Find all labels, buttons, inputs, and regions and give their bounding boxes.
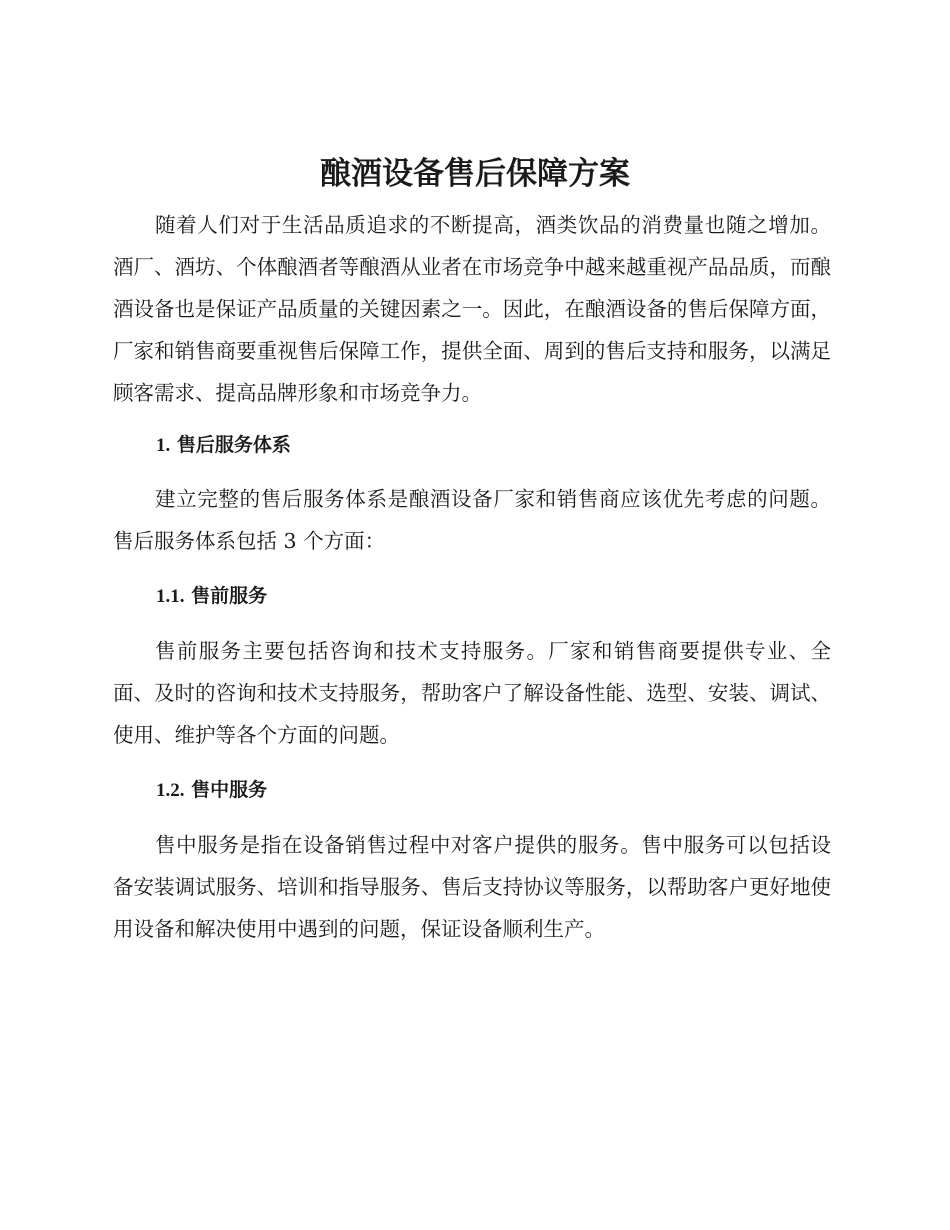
intro-paragraph: 随着人们对于生活品质追求的不断提高，酒类饮品的消费量也随之增加。酒厂、酒坊、个体酿酒者等酿酒从业者在市场竞争中越来越重视产品品质，而酿酒设备也是保证产品质量的关键因素之一。因此，在酿酒设备的售后保障方面，厂家和销售商要重视售后保障工作，提供全面、周到的售后支持和服务，以满足顾客需求、提高品牌形象和市场竞争力。 — [113, 213, 831, 405]
section-title-1-1: 售前服务 — [191, 585, 268, 607]
section-number-1: 1. — [156, 435, 171, 456]
section-heading-1 — [156, 430, 291, 461]
section-number-1-1: 1.1. — [156, 586, 185, 607]
section-heading-1-2 — [156, 775, 267, 806]
document-title: 酿酒设备售后保障方案 — [320, 156, 630, 192]
section-body-1-1: 售前服务主要包括咨询和技术支持服务。厂家和销售商要提供专业、全面、及时的咨询和技术支持服务，帮助客户了解设备性能、选型、安装、调试、使用、维护等各个方面的问题。 — [113, 639, 831, 747]
section-heading-1-1 — [156, 581, 267, 612]
section-body-1: 建立完整的售后服务体系是酿酒设备厂家和销售商应该优先考虑的问题。售后服务体系包括 3 个方面： — [113, 487, 831, 553]
section-title-1-2: 售中服务 — [191, 779, 268, 801]
section-number-1-2: 1.2. — [156, 780, 185, 801]
section-title-1: 售后服务体系 — [176, 434, 291, 456]
section-body-1-2: 售中服务是指在设备销售过程中对客户提供的服务。售中服务可以包括设备安装调试服务、培训和指导服务、售后支持协议等服务，以帮助客户更好地使用设备和解决使用中遇到的问题，保证设备顺利生产。 — [113, 833, 831, 941]
